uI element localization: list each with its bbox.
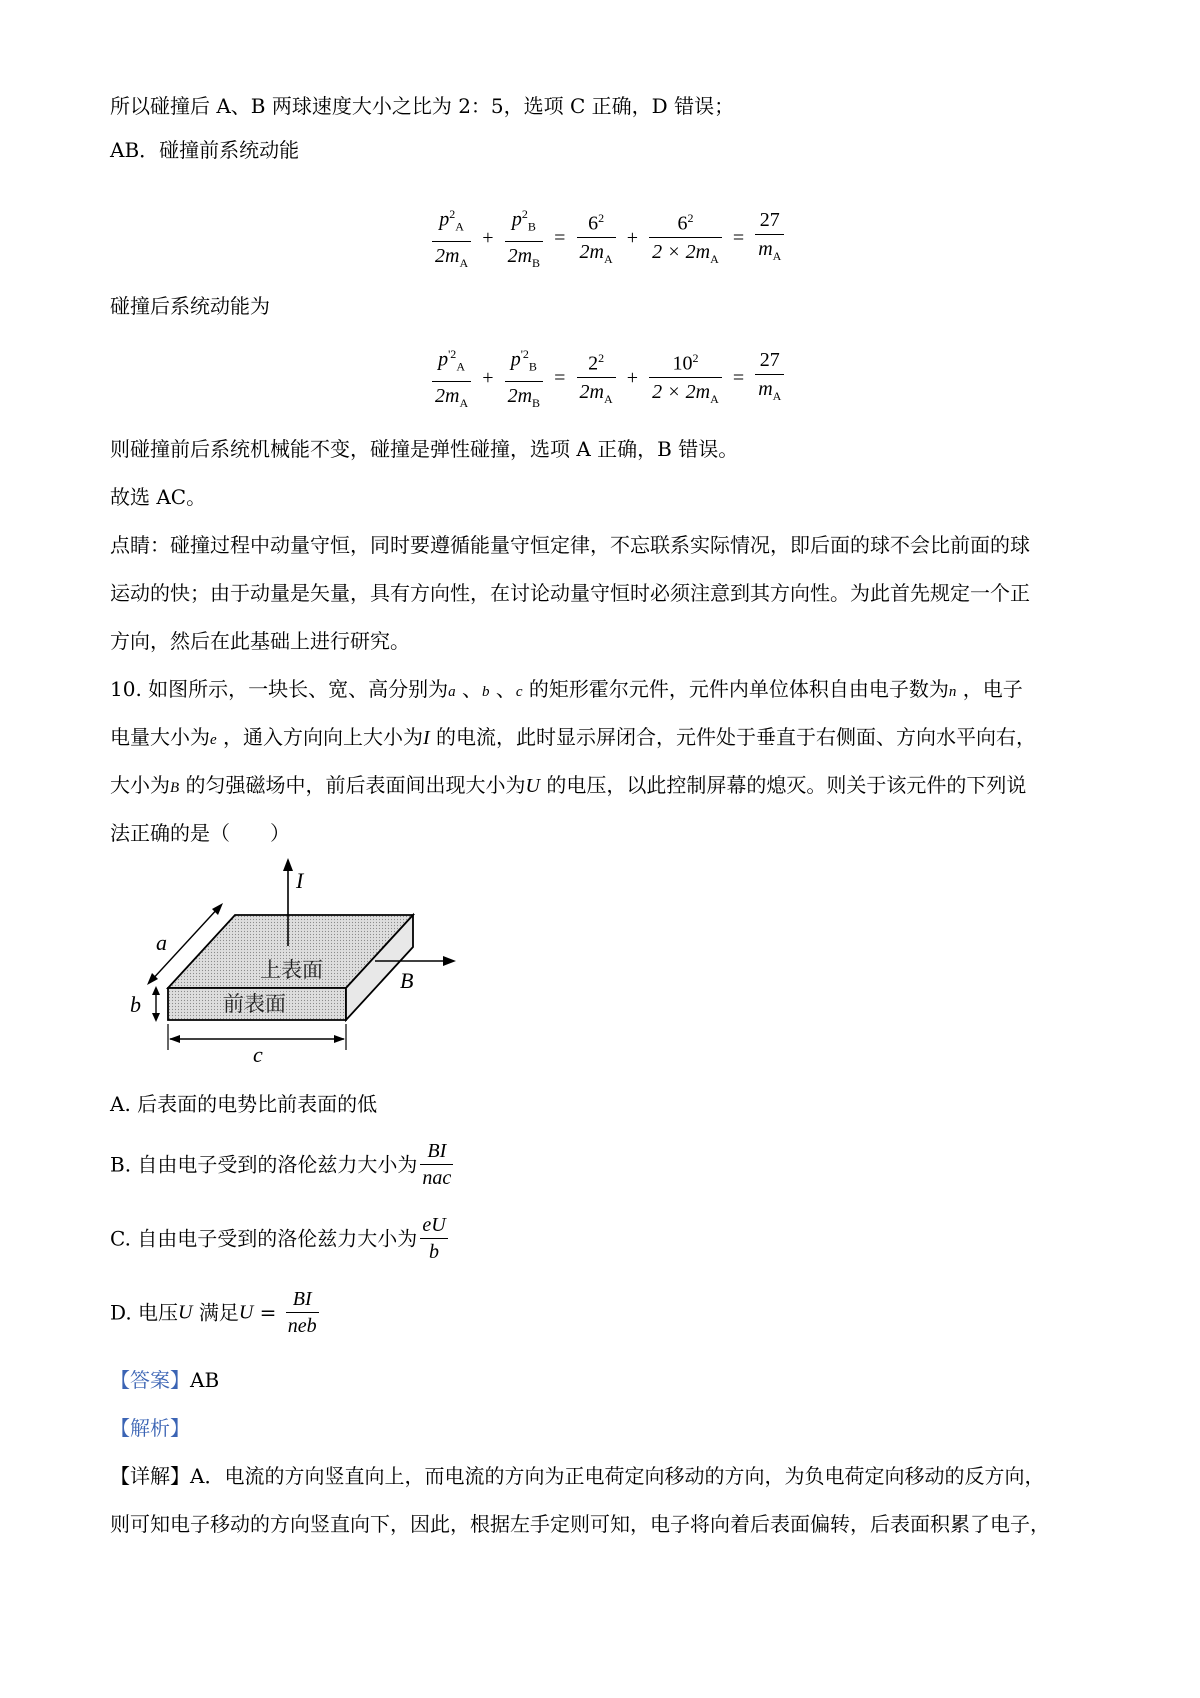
hall-element-figure [120, 858, 460, 1068]
eq2-frac-5: $\frac{27}{m_A}$ [755, 346, 784, 410]
option-d: D. 电压U 满足U = BI neb [110, 1288, 317, 1337]
answer-line [110, 1366, 219, 1394]
eq1-frac-2: $\frac{p^2_B}{2m_B}$ [505, 200, 543, 277]
option-b-fraction: BI nac [422, 1140, 452, 1189]
question-line-3: 大小为B 的匀强磁场中，前后表面间出现大小为U 的电压，以此控制屏幕的熄灭。则关于该元件的下列说 [110, 773, 1027, 797]
eq1-frac-1: $\frac{p^2_A}{2m_A}$ [432, 200, 471, 277]
text-line-3: 碰撞后系统动能为 [110, 294, 270, 318]
label-top-face: 上表面 [260, 958, 323, 982]
option-a: A. 后表面的电势比前表面的低 [110, 1092, 378, 1116]
current-arrow-head [283, 858, 293, 871]
text-line-1: 所以碰撞后 A、B 两球速度大小之比为 2：5，选项 C 正确，D 错误； [110, 94, 735, 118]
label-B: B [400, 968, 414, 993]
label-front-face: 前表面 [223, 992, 286, 1016]
field-arrow-head [443, 956, 456, 966]
analysis-line [110, 1414, 190, 1442]
label-I: I [296, 868, 304, 893]
text-line-2: AB．碰撞前系统动能 [110, 138, 300, 162]
answer-value: AB [190, 1368, 220, 1392]
eq2-frac-4: $\frac{10^2}{2 \times 2m_A}$ [649, 344, 722, 414]
text-line-8: 方向，然后在此基础上进行研究。 [110, 629, 410, 653]
eq1-frac-5: $\frac{27}{m_A}$ [755, 206, 784, 270]
eq2-frac-2: $\frac{p^{'2}_B}{2m_B}$ [505, 340, 543, 417]
detail-line-1: 【详解】A．电流的方向竖直向上，而电流的方向为正电荷定向移动的方向，为负电荷定向移动的反方向， [110, 1464, 1045, 1488]
detail-line-2: 则可知电子移动的方向竖直向下，因此，根据左手定则可知，电子将向着后表面偏转，后表面积累了电子， [110, 1512, 1050, 1536]
text-line-6: 点睛：碰撞过程中动量守恒，同时要遵循能量守恒定律，不忘联系实际情况，即后面的球不会比前面的球 [110, 533, 1030, 557]
label-b: b [130, 992, 141, 1017]
label-c: c [253, 1042, 263, 1067]
equation-kinetic-after: $\frac{p^{'2}_A}{2m_A}$ + $\frac{p^{'2}_B}{2m_B}$ = $\frac{2^2}{2m_A}$ + $\frac{10^2}{2 \times 2m_A}$ = $\frac{27}{m_A}$ [430, 340, 786, 417]
question-line-1: 10. 如图所示，一块长、宽、高分别为a 、b 、c 的矩形霍尔元件，元件内单位体积自由电子数为n ，电子 [110, 677, 1023, 701]
eq2-frac-1: $\frac{p^{'2}_A}{2m_A}$ [432, 340, 471, 417]
detail-tag: 【详解】 [110, 1464, 190, 1488]
option-c: C. 自由电子受到的洛伦兹力大小为 $\frac{eU}{b}$ [110, 1214, 446, 1263]
option-d-fraction: BI neb [287, 1288, 317, 1337]
eq2-frac-3: $\frac{2^2}{2m_A}$ [577, 344, 616, 414]
text-line-4: 则碰撞前后系统机械能不变，碰撞是弹性碰撞，选项 A 正确，B 错误。 [110, 437, 739, 461]
eq1-frac-4: $\frac{6^2}{2 \times 2m_A}$ [649, 204, 722, 274]
option-c-fraction: $\frac{eU}{b}$ [422, 1214, 446, 1263]
question-line-2: 电量大小为e ，通入方向向上大小为I 的电流，此时显示屏闭合，元件处于垂直于右侧面、方向水平向右， [110, 725, 1037, 749]
eq1-frac-3: $\frac{6^2}{2m_A}$ [577, 204, 616, 274]
equation-kinetic-before: $\frac{p^2_A}{2m_A}$ + $\frac{p^2_B}{2m_B}$ = $\frac{6^2}{2m_A}$ + $\frac{6^2}{2 \times 2m_A}$ = $\frac{27}{m_A}$ [430, 200, 786, 277]
option-b: B. 自由电子受到的洛伦兹力大小为 BI nac [110, 1140, 452, 1189]
text-line-5: 故选 AC。 [110, 485, 207, 509]
question-line-4: 法正确的是（ ） [110, 821, 290, 845]
text-line-7: 运动的快；由于动量是矢量，具有方向性，在讨论动量守恒时必须注意到其方向性。为此首先规定一个正 [110, 581, 1030, 605]
label-a: a [156, 930, 167, 955]
analysis-tag: 【解析】 [110, 1416, 190, 1440]
answer-tag: 【答案】 [110, 1368, 190, 1392]
